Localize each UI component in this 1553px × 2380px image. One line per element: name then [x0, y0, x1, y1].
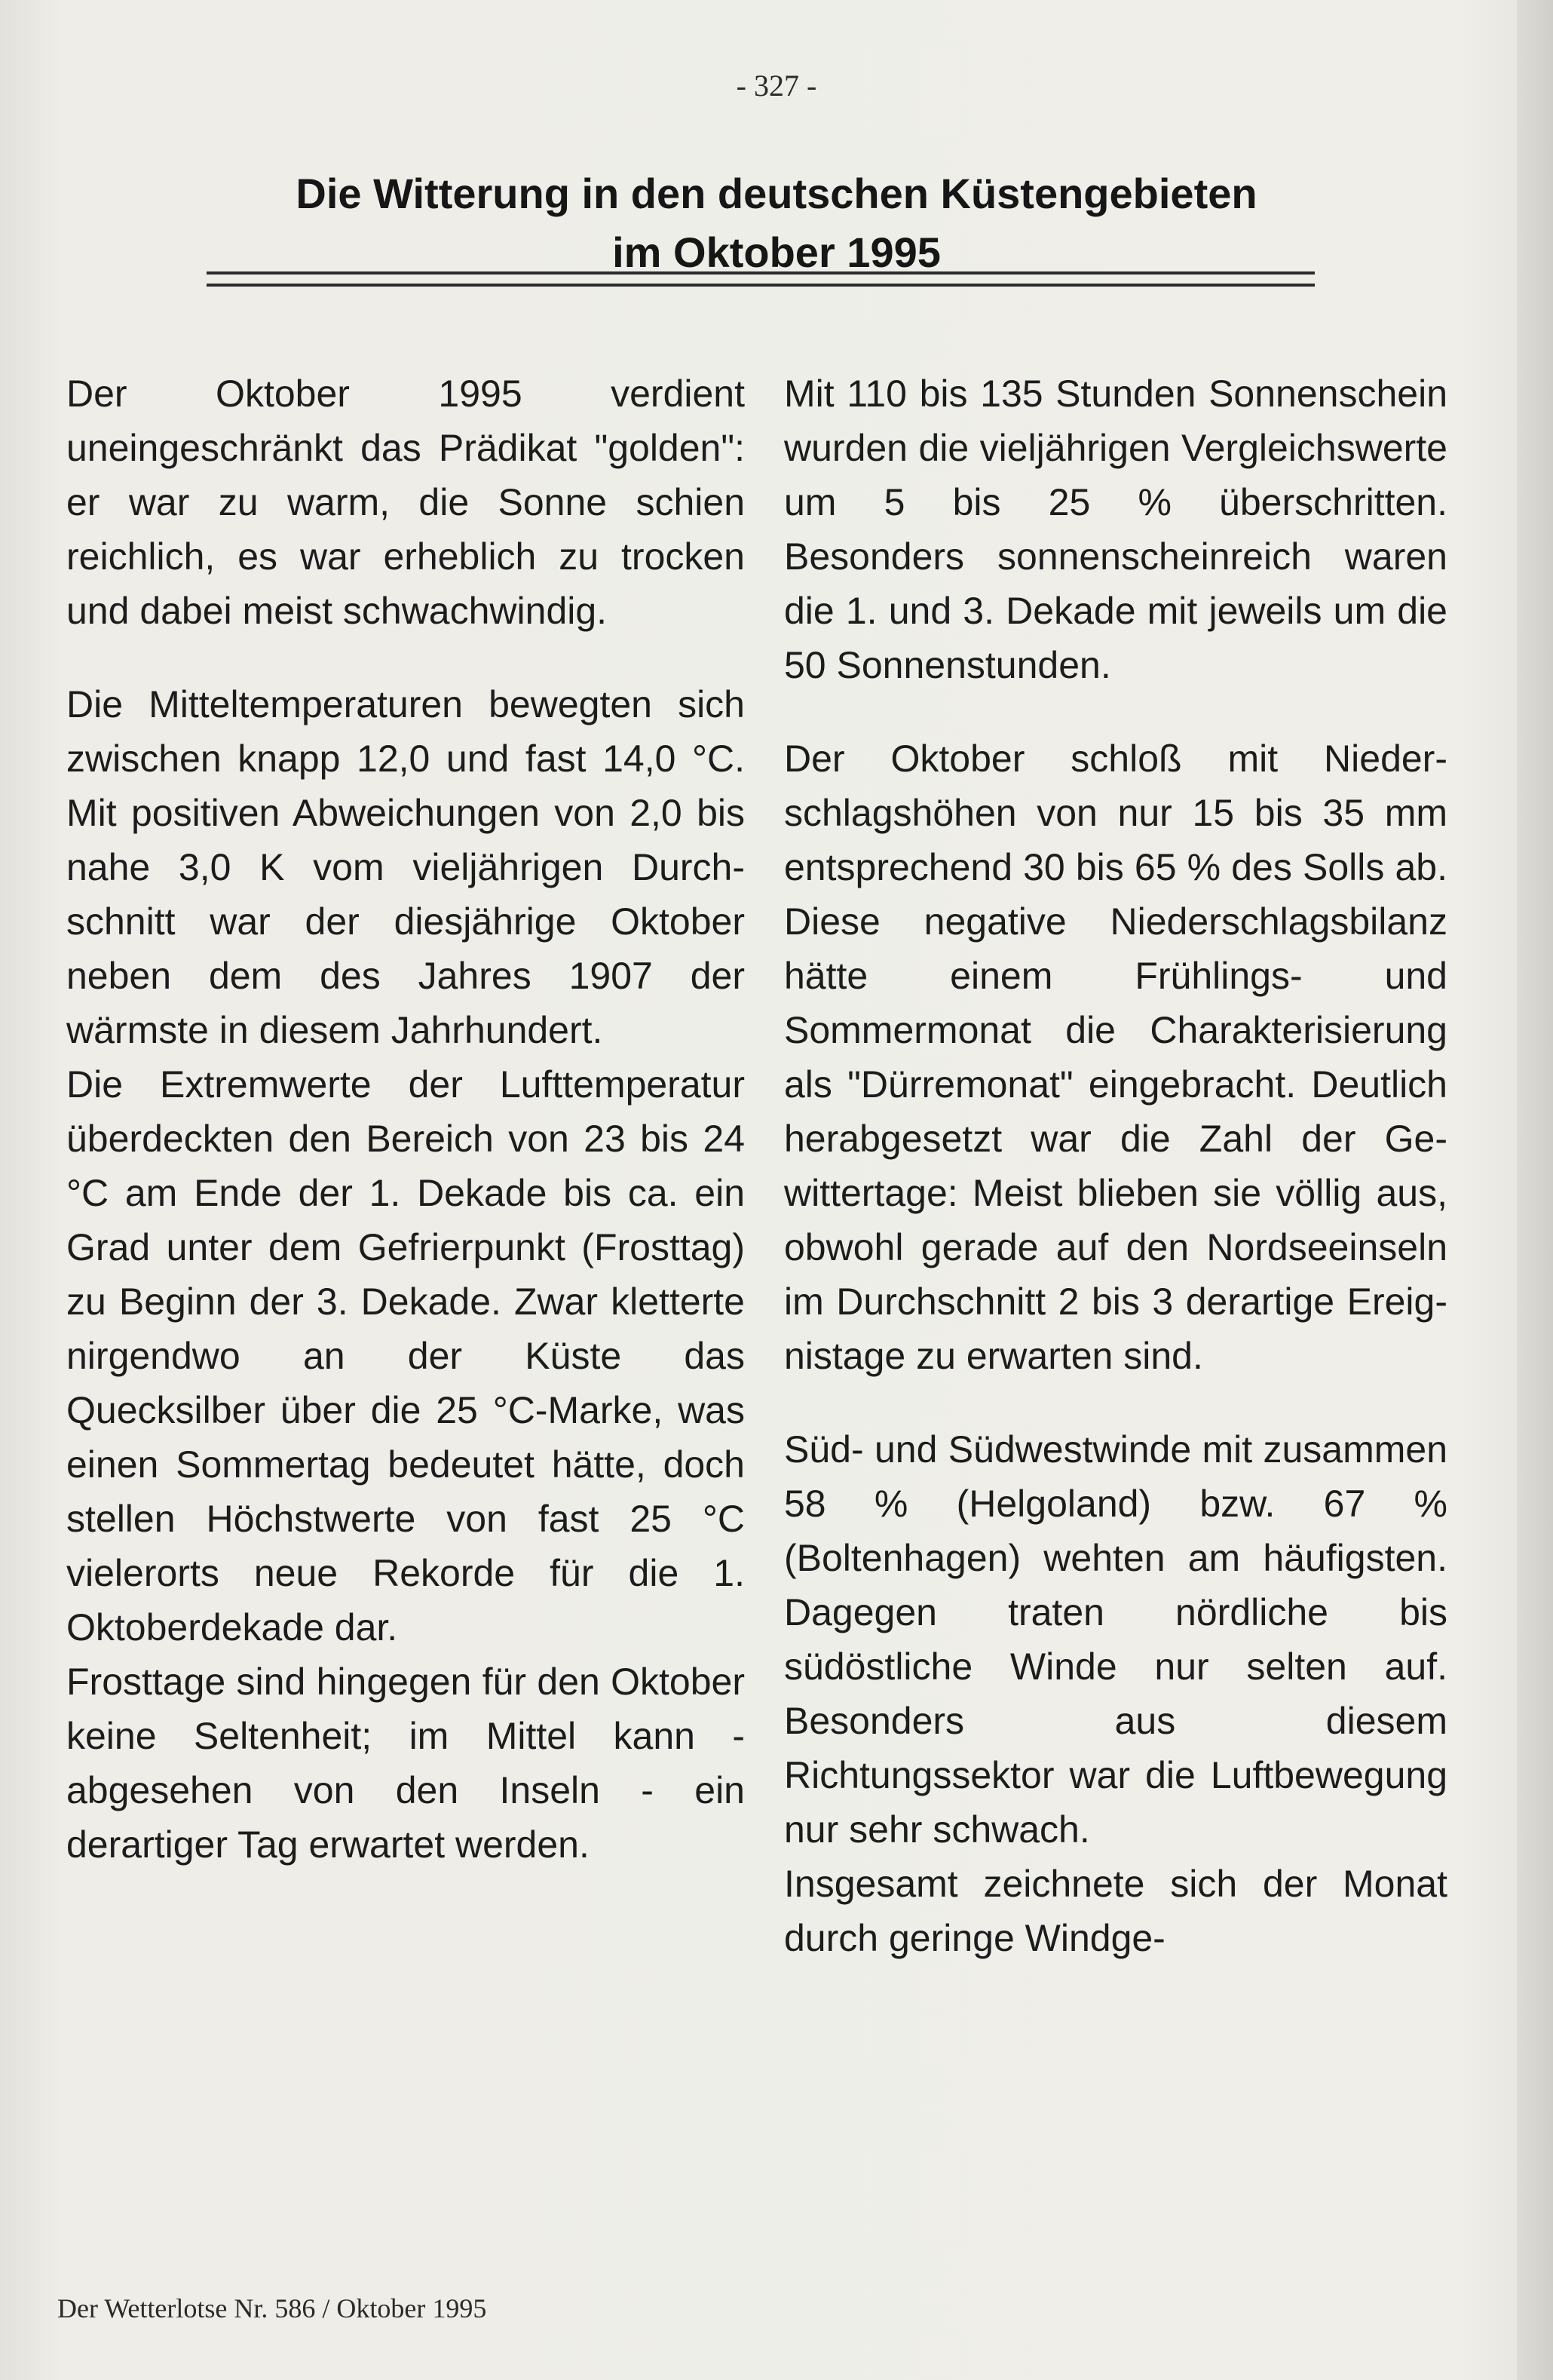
page-number: - 327 - — [736, 69, 817, 103]
article-title — [136, 164, 1417, 282]
footer-publication: Der Wetterlotse Nr. 586 / Oktober 1995 — [57, 2293, 487, 2323]
paragraph-precipitation: Der Oktober schloß mit Niederschlagshöhen von nur 15 bis 35 mm entsprechend 30 bis 65 % des Solls ab. Diese negative Niederschlagsbilanz hätte einem Frühlings- und Sommermonat die Charakterisierung als "Dürremonat" eingebracht. Deutlich herabgesetzt war die Zahl der Gewittertage: Meist blieben sie völlig aus, obwohl gerade auf den Nordseeinseln im Durchschnitt 2 bis 3 derartige Ereignistage zu erwarten sind. — [784, 738, 1447, 1377]
right-column — [784, 367, 1447, 1965]
title-double-rule — [207, 271, 1315, 287]
paragraph-mean-temperatures: Die Mitteltemperaturen bewegten sich zwischen knapp 12,0 und fast 14,0 °C. Mit positiven Abweichungen von 2,0 bis nahe 3,0 K vom vieljährigen Durchschnitt war der diesjährige Oktober neben dem des Jahres 1907 der wärmste in diesem Jahrhundert. — [66, 683, 745, 1051]
paragraph-frost-days: Frosttage sind hingegen für den Oktober keine Seltenheit; im Mittel kann - abgesehen von den Inseln - ein derartiger Tag erwartet werden. — [66, 1661, 745, 1866]
paragraph-extreme-values: Die Extremwerte der Lufttemperatur überdeckten den Bereich von 23 bis 24 °C am Ende der 1. Dekade bis ca. ein Grad unter dem Gefrierpunkt (Frosttag) zu Beginn der 3. Dekade. Zwar kletterte nirgendwo an der Küste das Quecksilber über die 25 °C-Marke, was einen Sommertag bedeutet hätte, doch stellen Höchstwerte von fast 25 °C vielerorts neue Rekorde für die 1. Oktoberdekade dar. — [66, 1063, 745, 1649]
paragraph-intro: Der Oktober 1995 verdient uneingeschränkt das Prädikat "golden": er war zu warm, die Sonne schien reichlich, es war erheblich zu trocken und dabei meist schwachwindig. — [66, 373, 745, 632]
paragraph-winds: Süd- und Südwestwinde mit zusammen 58 % (Helgoland) bzw. 67 % (Boltenhagen) wehten am häufigsten. Dagegen traten nördliche bis südöstliche Winde nur selten auf. Besonders aus diesem Richtungssektor war die Luftbewegung nur sehr schwach. — [784, 1428, 1447, 1851]
title-line-1: Die Witterung in den deutschen Küstengebieten — [296, 170, 1257, 217]
title-line-2: im Oktober 1995 — [612, 228, 941, 276]
book-spine-edge — [1517, 0, 1553, 2380]
paragraph-sunshine: Mit 110 bis 135 Stunden Sonnenschein wurden die vieljährigen Vergleichswerte um 5 bis 25 % überschritten. Besonders sonnenscheinreich waren die 1. und 3. Dekade mit jeweils um die 50 Sonnenstunden. — [784, 373, 1447, 686]
paragraph-wind-summary: Insgesamt zeichnete sich der Monat durch geringe Windge- — [784, 1863, 1447, 1959]
left-column — [66, 367, 745, 1872]
